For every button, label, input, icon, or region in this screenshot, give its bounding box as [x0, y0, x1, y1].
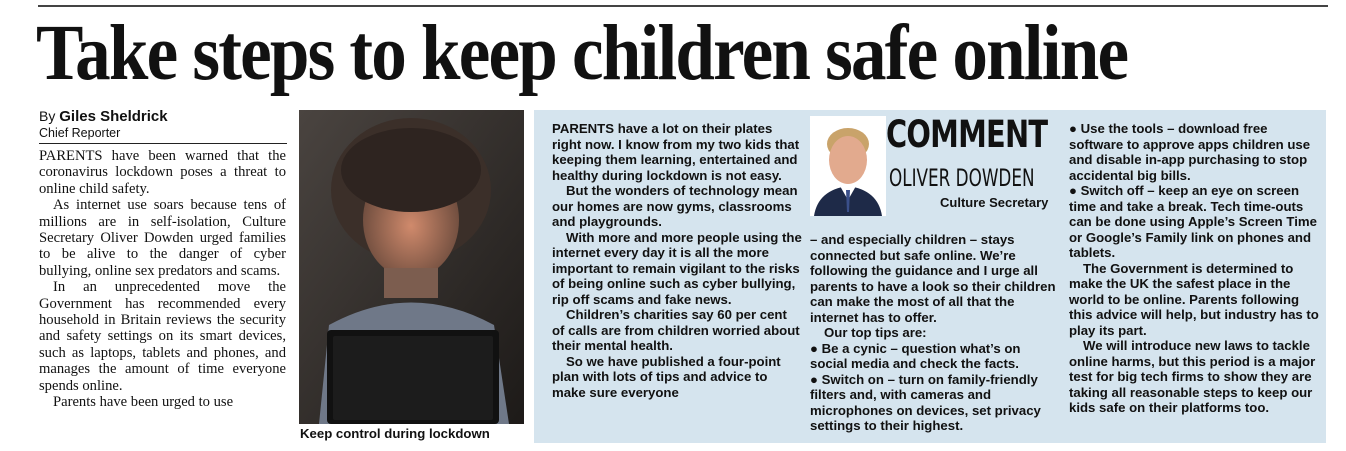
byline-name: Giles Sheldrick [59, 108, 168, 125]
child-with-tablet-photo [299, 110, 524, 424]
comment-paragraph: The Government is determined to make the UK the safest place in the world to be online. Parents following this advice will help, but industry has to play its part. [1069, 260, 1319, 338]
comment-bullet: ● Switch on – turn on family-friendly filters and, with cameras and microphones on devices, set privacy settings to their highest. [810, 371, 1041, 433]
comment-paragraph: With more and more people using the internet every day it is all the more important to remain vigilant to the risks of being online such as cyber bullying, rip off scams and fake news. [552, 229, 802, 307]
byline-divider [39, 143, 287, 144]
byline [39, 108, 168, 125]
comment-paragraph: So we have published a four-point plan with lots of tips and advice to make sure everyone [552, 353, 781, 400]
comment-paragraph: But the wonders of technology mean our homes are now gyms, classrooms and playgrounds. [552, 183, 798, 229]
photo-caption: Keep control during lockdown [300, 426, 490, 441]
comment-paragraph: We will introduce new laws to tackle online harms, but this period is a major test for big tech firms to show they are taking all reasonable steps to keep our kids safe on their platforms too. [1069, 338, 1316, 415]
article-paragraph: In an unprecedented move the Government has recommended every household in Britain reviews the security and safety settings on its smart devices, such as laptops, tablets and phones, and manages the amount of time everyone spends online. [39, 279, 286, 394]
comment-label: COMMENT [886, 113, 1048, 156]
byline-role: Chief Reporter [39, 126, 121, 140]
article-body [39, 148, 286, 451]
comment-column-2 [810, 232, 1060, 434]
comment-column-1 [552, 121, 802, 400]
comment-paragraph: Children’s charities say 60 per cent of calls are from children worried about their mental health. [552, 307, 800, 353]
headline: Take steps to keep children safe online [36, 10, 1128, 97]
comment-paragraph: Our top tips are: [824, 325, 927, 340]
comment-bullet: ● Be a cynic – question what’s on social media and check the facts. [810, 340, 1021, 371]
article-paragraph: PARENTS have been warned that the coronavirus lockdown poses a threat to online child safety. [39, 148, 286, 197]
comment-paragraph: – and especially children – stays connected but safe online. We’re following the guidance and I urge all parents to have a look so their children can make the most of all that the internet has to offer. [810, 232, 1056, 325]
comment-author-role: Culture Secretary [940, 195, 1049, 210]
comment-paragraph: PARENTS have a lot on their plates right now. I know from my two kids that keeping them learning, entertained and healthy during lockdown is not easy. [552, 121, 800, 183]
author-portrait [810, 116, 886, 216]
article-paragraph: Parents have been urged to use [53, 394, 234, 411]
comment-column-3 [1069, 121, 1319, 416]
comment-bullet: ● Switch off – keep an eye on screen time and take a break. Tech time-outs can be done using Apple’s Screen Time or Google’s Family link on phones and tablets. [1069, 183, 1317, 260]
comment-author: OLIVER DOWDEN [889, 164, 1035, 192]
comment-bullet: ● Use the tools – download free software to approve apps children use and disable in-app purchasing to stop accidental big bills. [1069, 121, 1311, 183]
article-paragraph: As internet use soars because tens of millions are in self-isolation, Culture Secretary Oliver Dowden urged families to be alive to the danger of cyber bullying, online sex predators and scams. [39, 197, 286, 279]
top-rule [38, 5, 1328, 7]
byline-prefix: By [39, 108, 60, 124]
